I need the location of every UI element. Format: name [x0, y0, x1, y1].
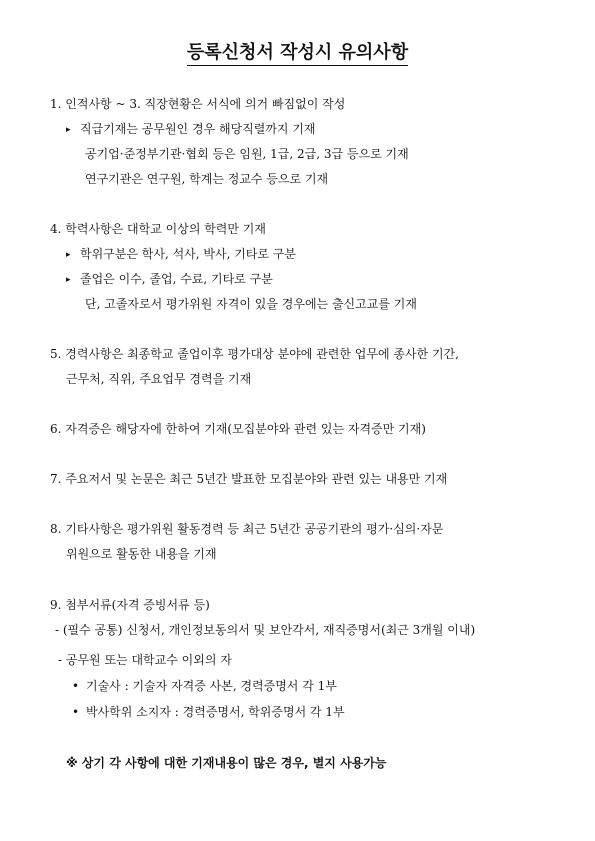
triangle-bullet-icon: ▸ — [66, 125, 71, 135]
section-9-heading: 9. 첨부서류(자격 증빙서류 등) — [50, 598, 210, 612]
section-8-heading: 8. 기타사항은 평가위원 활동경력 등 최근 5년간 공공기관의 평가·심의·자문 — [50, 522, 444, 536]
section-4-heading: 4. 학력사항은 대학교 이상의 학력만 기재 — [50, 222, 266, 236]
section-5-continuation: 근무처, 직위, 주요업무 경력을 기재 — [66, 372, 252, 386]
dot-bullet-icon: • — [72, 679, 80, 693]
dot-bullet-icon: • — [72, 705, 80, 719]
section-5-heading: 5. 경력사항은 최종학교 졸업이후 평가대상 분야에 관련한 업무에 종사한 기간, — [50, 347, 459, 361]
section-6-heading: 6. 자격증은 해당자에 한하여 기재(모집분야와 관련 있는 자격증만 기재) — [50, 422, 426, 436]
section-9-dot-1: • 기술사 : 기술자 자격증 사본, 경력증명서 각 1부 — [72, 679, 337, 693]
section-1-bullet-1: ▸ 직급기재는 공무원인 경우 해당직렬까지 기재 — [66, 122, 316, 136]
section-4-bullet-2: ▸ 졸업은 이수, 졸업, 수료, 기타로 구분 — [66, 272, 273, 286]
section-1-continuation-1: 공기업·준정부기관·협회 등은 임원, 1급, 2급, 3급 등으로 기재 — [85, 147, 409, 161]
page-title: 등록신청서 작성시 유의사항 — [0, 38, 595, 64]
triangle-bullet-icon: ▸ — [66, 250, 71, 260]
section-1-heading: 1. 인적사항 ~ 3. 직장현황은 서식에 의거 빠짐없이 작성 — [50, 97, 346, 111]
section-9-dot-2: • 박사학위 소지자 : 경력증명서, 학위증명서 각 1부 — [72, 705, 345, 719]
section-4-bullet-1: ▸ 학위구분은 학사, 석사, 박사, 기타로 구분 — [66, 247, 296, 261]
section-1-continuation-2: 연구기관은 연구원, 학계는 정교수 등으로 기재 — [85, 172, 329, 186]
triangle-bullet-icon: ▸ — [66, 275, 71, 285]
section-9-dash-2: - 공무원 또는 대학교수 이외의 자 — [58, 653, 232, 667]
section-8-continuation: 위원으로 활동한 내용을 기재 — [66, 547, 217, 561]
section-7-heading: 7. 주요저서 및 논문은 최근 5년간 발표한 모집분야와 관련 있는 내용만 기재 — [50, 472, 448, 486]
section-4-continuation-1: 단, 고졸자로서 평가위원 자격이 있을 경우에는 출신고교를 기재 — [85, 297, 417, 311]
section-9-dash-1: - (필수 공통) 신청서, 개인정보동의서 및 보안각서, 재직증명서(최근 3개월 이내) — [55, 623, 476, 637]
footer-note: ※ 상기 각 사항에 대한 기재내용이 많은 경우, 별지 사용가능 — [66, 756, 387, 770]
